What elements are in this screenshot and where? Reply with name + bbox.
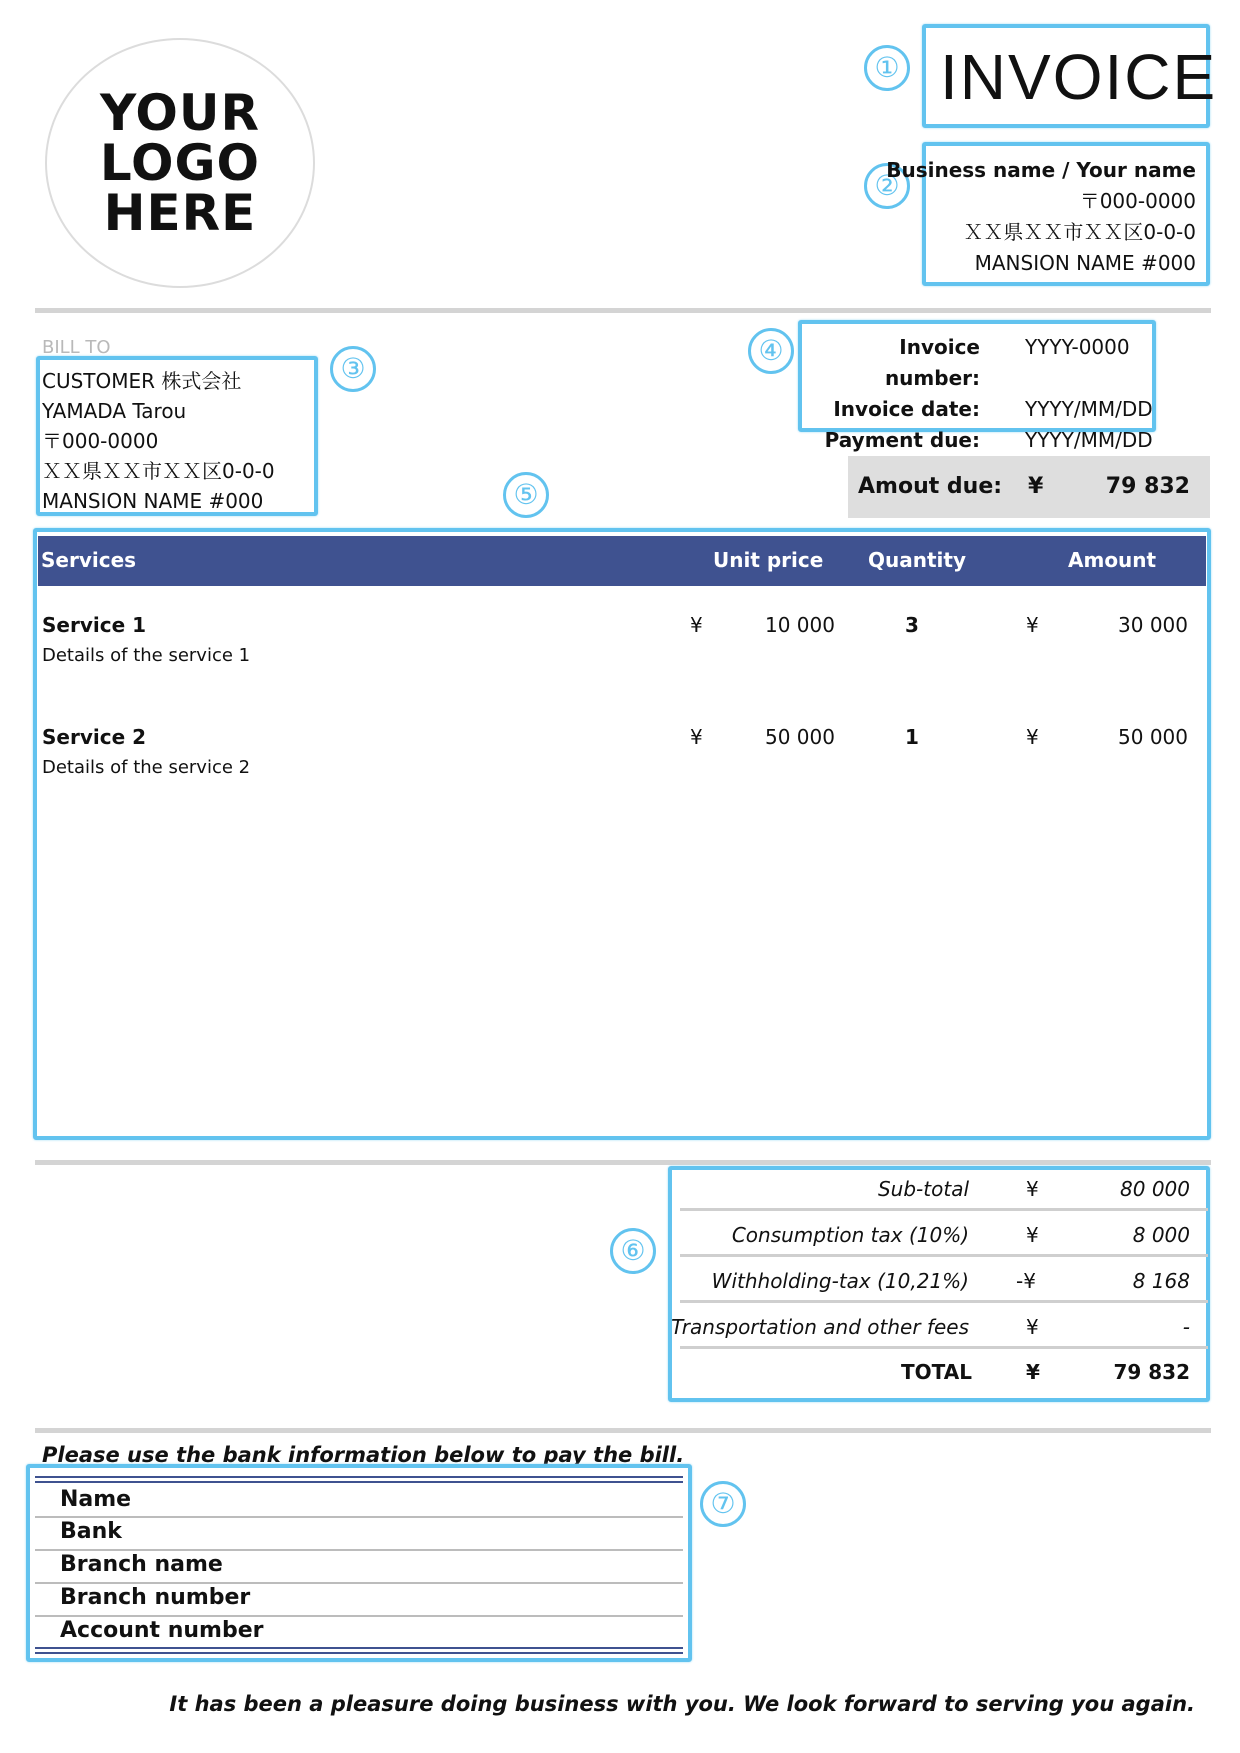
consumption-tax-currency: ¥ (1026, 1223, 1039, 1247)
totals-divider (680, 1208, 1208, 1211)
bank-table-top-line (35, 1476, 683, 1478)
service-details: Details of the service 1 (42, 645, 251, 666)
totals-divider (680, 1300, 1208, 1303)
logo-line-2: LOGO (99, 134, 261, 192)
invoice-date-value: YYYY/MM/DD (1025, 397, 1153, 421)
bank-table-top-line (35, 1481, 683, 1483)
unit-price-currency: ¥ (690, 725, 703, 749)
service-title: Service 1 (42, 613, 147, 637)
header-quantity: Quantity (868, 548, 966, 572)
customer-address: ＸＸ県ＸＸ市ＸＸ区0-0-0 (42, 459, 275, 483)
invoice-date-label: Invoice date: (833, 397, 980, 421)
bank-instructions: Please use the bank information below to pay the bill. (42, 1443, 685, 1467)
bank-row-divider (35, 1549, 683, 1551)
logo-line-3: HERE (103, 184, 257, 242)
marker-3: ③ (330, 346, 376, 392)
bank-field-branch-name: Branch name (60, 1552, 223, 1577)
table-row (42, 725, 250, 778)
divider (35, 1160, 1211, 1165)
amount-value: 30 000 (1118, 613, 1188, 637)
amount-due-box (848, 456, 1210, 518)
bank-row-divider (35, 1582, 683, 1584)
bill-to-label: BILL TO (42, 337, 111, 358)
consumption-tax-value: 8 000 (1132, 1223, 1190, 1247)
logo-placeholder (45, 38, 315, 288)
table-row (42, 613, 250, 666)
amount-due-currency: ¥ (1028, 474, 1044, 499)
fees-label: Transportation and other fees (671, 1315, 969, 1339)
amount-due-value: 79 832 (1105, 474, 1190, 499)
bill-to-block (42, 366, 275, 516)
service-title: Service 2 (42, 725, 147, 749)
business-address: ＸＸ県ＸＸ市ＸＸ区0-0-0 (963, 220, 1196, 244)
total-label: TOTAL (901, 1360, 972, 1384)
invoice-title: INVOICE (940, 41, 1218, 113)
header-services: Services (41, 548, 137, 572)
business-name: Business name / Your name (886, 158, 1196, 182)
fees-value: - (1182, 1315, 1190, 1339)
subtotal-currency: ¥ (1026, 1177, 1039, 1201)
business-postal: 〒000-0000 (1079, 189, 1196, 213)
logo-line-1: YOUR (99, 84, 261, 142)
marker-1: ① (864, 45, 910, 91)
quantity-value: 1 (905, 725, 919, 749)
marker-6: ⑥ (610, 1228, 656, 1274)
unit-price-value: 10 000 (765, 613, 835, 637)
quantity-value: 3 (905, 613, 919, 637)
consumption-tax-label: Consumption tax (10%) (731, 1223, 969, 1247)
marker-4: ④ (748, 328, 794, 374)
marker-5: ⑤ (503, 472, 549, 518)
amount-currency: ¥ (1026, 725, 1039, 749)
service-details: Details of the service 2 (42, 757, 251, 778)
totals-divider (680, 1254, 1208, 1257)
bank-row-divider (35, 1516, 683, 1518)
payment-due-label: Payment due: (824, 428, 980, 452)
subtotal-value: 80 000 (1120, 1177, 1190, 1201)
subtotal-label: Sub-total (877, 1177, 969, 1201)
payment-due-value: YYYY/MM/DD (1025, 428, 1153, 452)
customer-postal: 〒000-0000 (42, 429, 159, 453)
services-table-header (38, 536, 1206, 586)
customer-building: MANSION NAME #000 (42, 489, 264, 513)
unit-price-value: 50 000 (765, 725, 835, 749)
marker-2: ② (864, 163, 910, 209)
totals-divider (680, 1346, 1208, 1349)
bank-row-divider (35, 1615, 683, 1617)
bank-field-account-number: Account number (60, 1618, 264, 1643)
amount-value: 50 000 (1118, 725, 1188, 749)
unit-price-currency: ¥ (690, 613, 703, 637)
invoice-number-label: Invoice number: (884, 335, 980, 390)
marker-7: ⑦ (700, 1481, 746, 1527)
bank-field-bank: Bank (60, 1519, 122, 1544)
withholding-tax-value: 8 168 (1132, 1269, 1190, 1293)
divider (35, 1428, 1211, 1433)
business-building: MANSION NAME #000 (974, 251, 1196, 275)
withholding-tax-label: Withholding-tax (10,21%) (711, 1269, 969, 1293)
bank-field-branch-number: Branch number (60, 1585, 251, 1610)
business-info (886, 155, 1196, 279)
amount-due-label: Amout due: (858, 474, 1003, 499)
closing-message: It has been a pleasure doing business with you. We look forward to serving you again. (169, 1692, 1195, 1716)
total-currency: ¥ (1026, 1360, 1040, 1384)
withholding-tax-currency: -¥ (1016, 1269, 1036, 1293)
bank-field-name: Name (60, 1487, 132, 1512)
header-amount: Amount (1068, 548, 1157, 572)
amount-currency: ¥ (1026, 613, 1039, 637)
invoice-meta (806, 332, 1153, 456)
divider (35, 308, 1211, 313)
bank-table-bottom-line (35, 1652, 683, 1654)
customer-contact: YAMADA Tarou (42, 399, 187, 423)
customer-name: CUSTOMER 株式会社 (42, 369, 242, 393)
fees-currency: ¥ (1026, 1315, 1039, 1339)
header-unit-price: Unit price (713, 548, 824, 572)
bank-table-bottom-line (35, 1647, 683, 1649)
invoice-number-value: YYYY-0000 (1025, 335, 1130, 359)
total-value: 79 832 (1113, 1360, 1190, 1384)
